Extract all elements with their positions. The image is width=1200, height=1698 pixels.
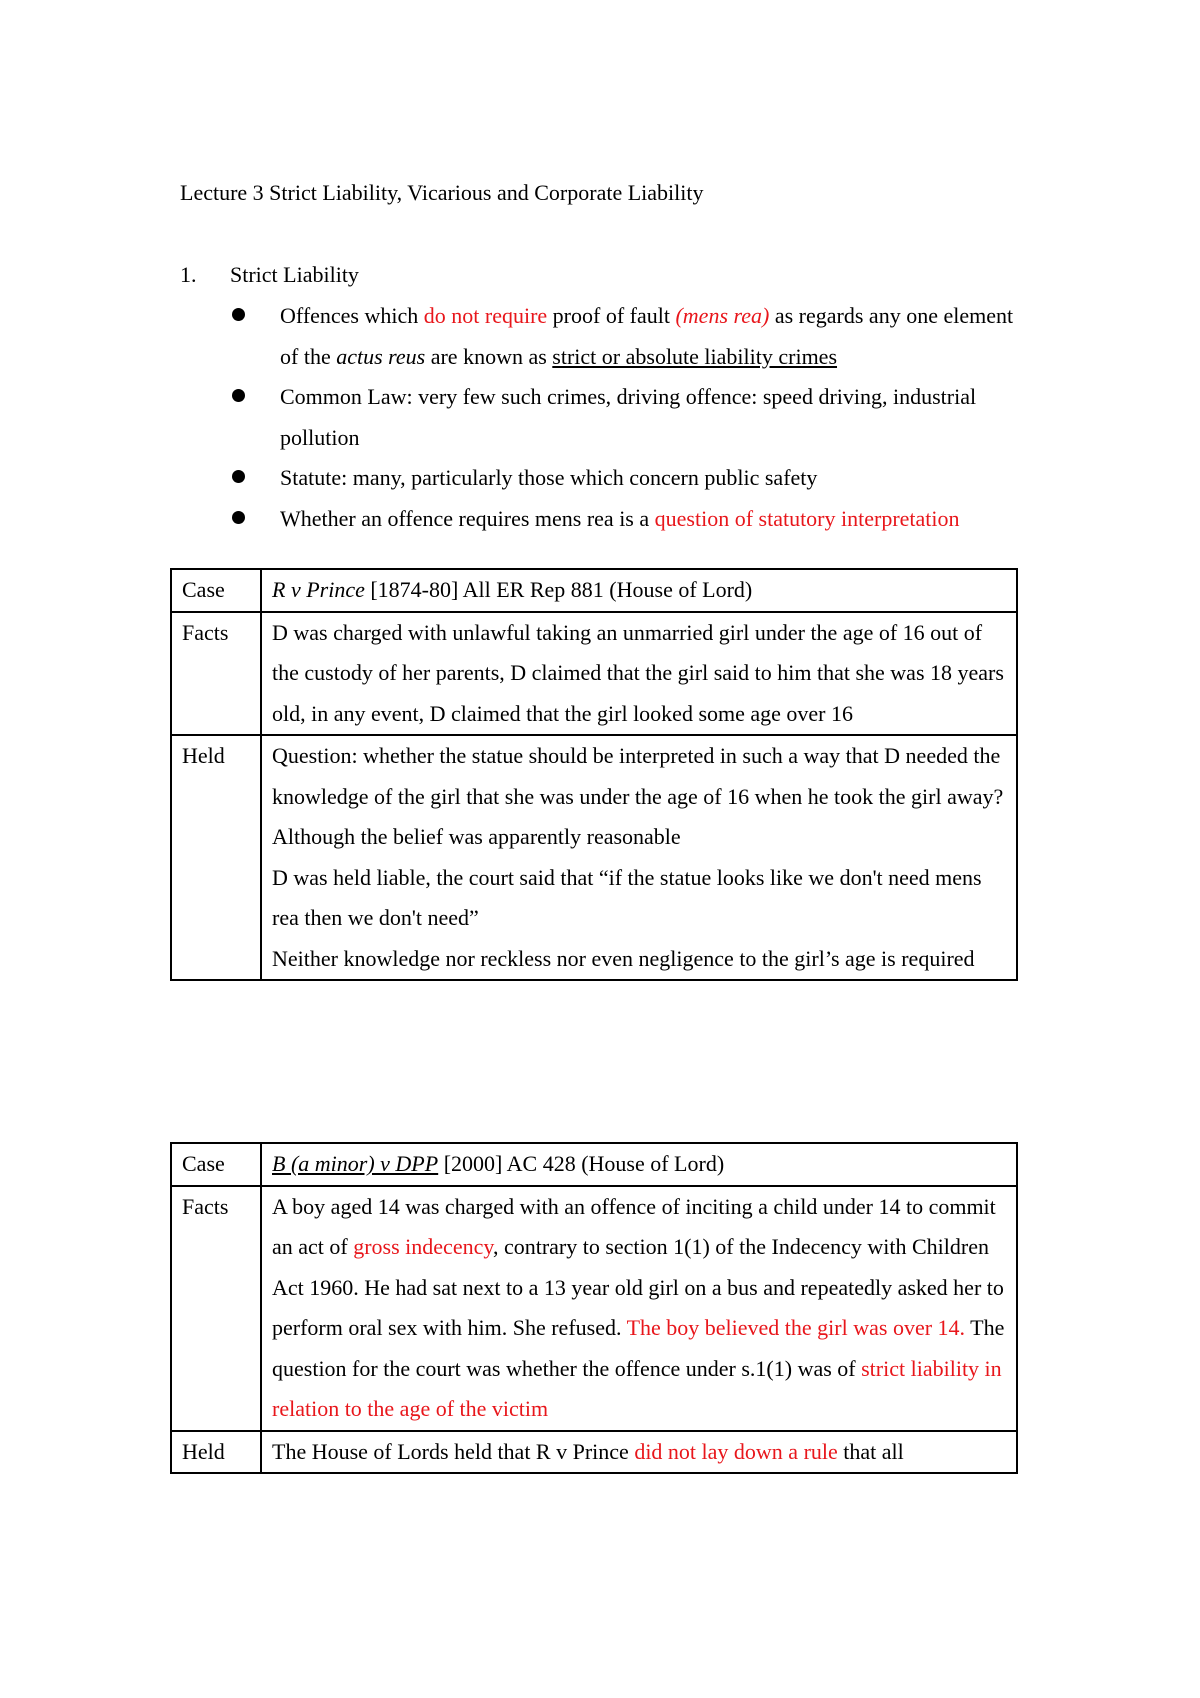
facts-label: Facts (171, 1186, 261, 1431)
held-line: Neither knowledge nor reckless nor even negligence to the girl’s age is required (272, 945, 975, 971)
bullet-list (230, 296, 1030, 539)
highlight-text: strict liability in relation to the age of the victim (272, 1355, 1002, 1421)
bullet-text: Statute: many, particularly those which concern public safety (280, 465, 818, 490)
facts-text: D was charged with unlawful taking an unmarried girl under the age of 16 out of the custody of her parents, D claimed that the girl said to him that she was 18 years old, in any event, D claimed that the girl looked some age over 16 (261, 612, 1017, 736)
case-name-cell (261, 1143, 1017, 1186)
highlight-text: question of statutory interpretation (654, 505, 960, 531)
section-number: 1. (180, 262, 197, 287)
section-heading (180, 258, 359, 292)
case-name: B (a minor) v DPP (272, 1151, 439, 1176)
underlined-term: strict or absolute liability crimes (552, 343, 838, 369)
held-text: The House of Lords held that R v Prince (272, 1438, 635, 1464)
lecture-title: Lecture 3 Strict Liability, Vicarious and Corporate Liability (180, 180, 704, 205)
highlight-text: The boy believed the girl was over 14. (626, 1315, 966, 1340)
case-label: Case (171, 1143, 261, 1186)
bullet-text: Offences which (280, 303, 424, 328)
bullet-item (230, 377, 1030, 458)
bullet-text: are known as (425, 343, 553, 369)
bullet-dot-icon (232, 511, 245, 524)
case-name-cell (261, 569, 1017, 612)
table-row (171, 612, 1017, 736)
bullet-item (230, 458, 1030, 499)
bullet-dot-icon (232, 470, 245, 483)
bullet-item (230, 296, 1030, 377)
case-citation: [2000] AC 428 (House of Lord) (438, 1151, 725, 1176)
facts-text: The question for the court was whether the offence under s.1(1) was of (272, 1315, 1005, 1381)
italic-term: actus reus (336, 343, 426, 369)
table-row (171, 735, 1017, 980)
highlight-text: (mens rea) (675, 303, 770, 328)
case-table-b-v-dpp (170, 1142, 1018, 1474)
case-citation: [1874-80] All ER Rep 881 (House of Lord) (364, 577, 753, 602)
facts-text: , contrary to section 1(1) of the Indecency with Children Act 1960. He had sat next to a 13 year old girl on a bus and repeatedly asked her to perform oral sex with him. She refused. (272, 1234, 1004, 1340)
case-label: Case (171, 569, 261, 612)
highlight-text: gross indecency (353, 1234, 493, 1259)
bullet-text: proof of fault (547, 303, 676, 328)
highlight-text: do not require (423, 303, 548, 328)
held-text: that all (837, 1438, 904, 1464)
bullet-text: as regards any one element of the (280, 303, 1014, 369)
bullet-text: Whether an offence requires mens rea is a (280, 505, 655, 531)
held-label: Held (171, 735, 261, 980)
facts-cell (261, 1186, 1017, 1431)
held-line: D was held liable, the court said that “if the statue looks like we don't need mens rea then we don't need” (272, 864, 982, 930)
held-cell (261, 1431, 1017, 1474)
held-label: Held (171, 1431, 261, 1474)
bullet-item (230, 499, 1030, 540)
held-line: Although the belief was apparently reasonable (272, 824, 681, 849)
section-heading-text: Strict Liability (230, 262, 359, 287)
table-row (171, 1143, 1017, 1186)
table-row (171, 1431, 1017, 1474)
facts-label: Facts (171, 612, 261, 736)
case-table-prince (170, 568, 1018, 981)
facts-text: A boy aged 14 was charged with an offence of inciting a child under 14 to commit an act of (272, 1193, 996, 1259)
table-row (171, 569, 1017, 612)
bullet-dot-icon (232, 389, 245, 402)
case-name: R v Prince (272, 577, 365, 602)
table-row (171, 1186, 1017, 1431)
held-cell (261, 735, 1017, 980)
bullet-text: Common Law: very few such crimes, driving offence: speed driving, industrial pollution (280, 384, 977, 450)
highlight-text: did not lay down a rule (634, 1438, 838, 1464)
held-line: Question: whether the statue should be interpreted in such a way that D needed the knowledge of the girl that she was under the age of 16 when he took the girl away? (272, 743, 1004, 809)
bullet-dot-icon (232, 308, 245, 321)
